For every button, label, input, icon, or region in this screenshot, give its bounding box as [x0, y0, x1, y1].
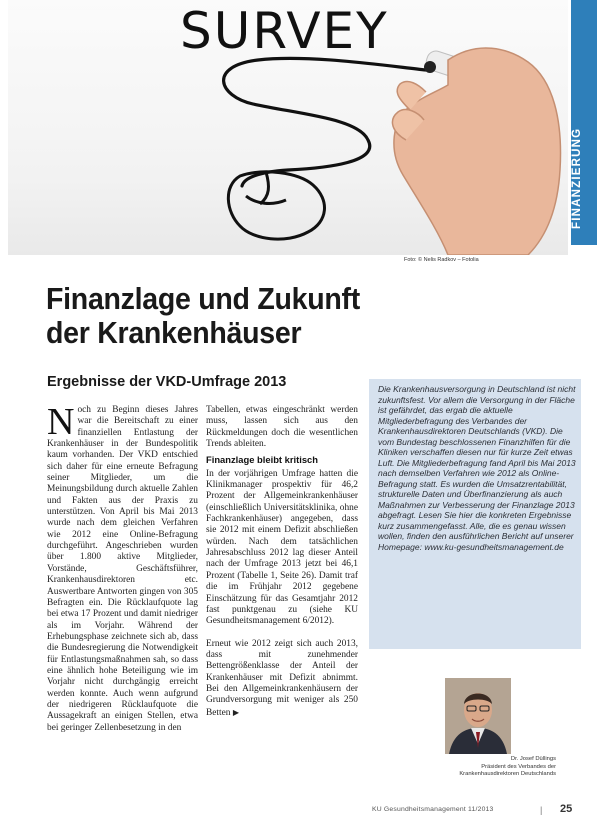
article-title-line2: der Krankenhäuser [46, 315, 302, 350]
hero-photo [8, 0, 568, 255]
info-box-url[interactable]: www.ku-gesundheitsmanagement.de [424, 541, 564, 552]
hand [392, 48, 560, 255]
body-paragraph-1: och zu Beginn dieses Jahres war die Bereitschaft zu einer finanziellen Entlastung der Krankenhäuser in der Bundespolitik kaum vorhanden. Der VKD entschied sich daher für eine erneute Befragung seiner Mitglieder, um die Meinungsbildung durch aktuelle Zahlen und Fakten aus der Praxis zu unterstützen. Von April bis Mai 2013 wurde nach dem gleichen Verfahren wie 2012 eine Online-Befragung durchgeführt. Angeschrieben wurden über 1.800 aktive Mitglieder, Vorstände, Geschäftsführer, Krankenhausdirektoren etc. Auswertbare Antworten gingen von 305 Befragten ein. Die Rücklaufquote lag bei etwa 17 Prozent und damit niedriger als im Vorjahr. Während der Erhebungsphase zeichnete sich ab, dass die Bundesregierung die Notwendigkeit für Entlastungsmaßnahmen sah, so dass eine ähnlich hohe Beteiligung wie im Vorjahr nicht durchgängig erreicht werden konnte. Auch wenn aufgrund der niedrigeren Rücklaufquote die Aussagekraft an einigen Stellen, etwa bei geringer Zellenbesetzung in den [47, 405, 198, 733]
survey-word: SURVEY [180, 2, 389, 60]
continue-arrow-icon: ▶ [232, 707, 239, 717]
photo-credit: Foto: © Nelis Radkov – Fotolia [404, 257, 479, 263]
info-box-text [378, 384, 578, 552]
portrait-caption [396, 756, 556, 779]
section-subheading: Finanzlage bleibt kritisch [206, 454, 319, 466]
footer-separator: | [540, 805, 543, 815]
body-paragraph-4: Erneut wie 2012 zeigt sich auch 2013, dass mit zunehmender Bettengrößenklasse der Anteil der Krankenhäuser mit Defizit abnimmt. Bei den Allgemeinkrankenhäusern der Grundversorgung mit weniger als 250 Betten [206, 638, 358, 718]
footer-publication: KU Gesundheitsmanagement 11/2013 [372, 806, 494, 813]
drop-cap: N [47, 401, 75, 443]
caption-role-2: Krankenhausdirektoren Deutschlands [459, 771, 556, 777]
caption-name: Dr. Josef Düllings [510, 756, 556, 762]
article-title [46, 282, 414, 350]
info-box-body: Die Krankenhausversorgung in Deutschland ist nicht zukunftsfest. Vor allem die Versorgung in der Fläche ist gefährdet, das ergab die aktuelle Mitgliederbefragung des Verbandes der Krankenhausdirektoren Deutschlands (VKD). Die vom Bundestag beschlossenen Finanzhilfen für die Kliniken verschaffen diesen nur für kurze Zeit etwas Luft. Die Mitgliederbefragung fand April bis Mai 2013 nach demselben Verfahren wie 2012 als Online-Befragung statt. Es wurden die Umsatzrentabilität, strukturelle Daten und Überfinanzierung als auch Maßnahmen zur Verbesserung der Finanzlage 2013 abgefragt. Lesen Sie hier die konkreten Ergebnisse kurz zusammengefasst. Alle, die es genau wissen wollen, finden den ausführlichen Bericht auf unserer Homepage: [378, 384, 576, 552]
body-column-1 [47, 401, 198, 734]
page-number: 25 [560, 803, 573, 815]
article-subtitle: Ergebnisse der VKD-Umfrage 2013 [47, 374, 287, 390]
section-tab-label: FINANZIERUNG [571, 127, 583, 229]
body-paragraph-2: Tabellen, etwas eingeschränkt werden muss, lassen sich aus den Rückmeldungen doch die wesentlichen Trends ableiten. [206, 405, 358, 450]
body-column-2 [206, 405, 358, 719]
caption-role-1: Präsident des Verbandes der [481, 763, 556, 770]
portrait-photo [445, 678, 511, 754]
body-paragraph-3: In der vorjährigen Umfrage hatten die Klinikmanager prospektiv für 46,2 Prozent der Allgemeinkrankenhäuser (einschließlich Universitätsklinika, ohne Fachkrankenhäuser) angegeben, dass sie 2012 mit einem Defizit abschließen würden. Nach dem tatsächlichen Jahresabschluss 2012 lag dieser Anteil nach der Umfrage 2013 jetzt bei 46,1 Prozent (Tabelle 1, Seite 26). Damit traf die im Frühjahr 2012 gegebene Einschätzung für das Gesamtjahr 2012 fast punktgenau zu (siehe KU Gesundheitsmanagement 6/2012). [206, 468, 358, 627]
article-title-line1: Finanzlage und Zukunft [46, 281, 360, 316]
